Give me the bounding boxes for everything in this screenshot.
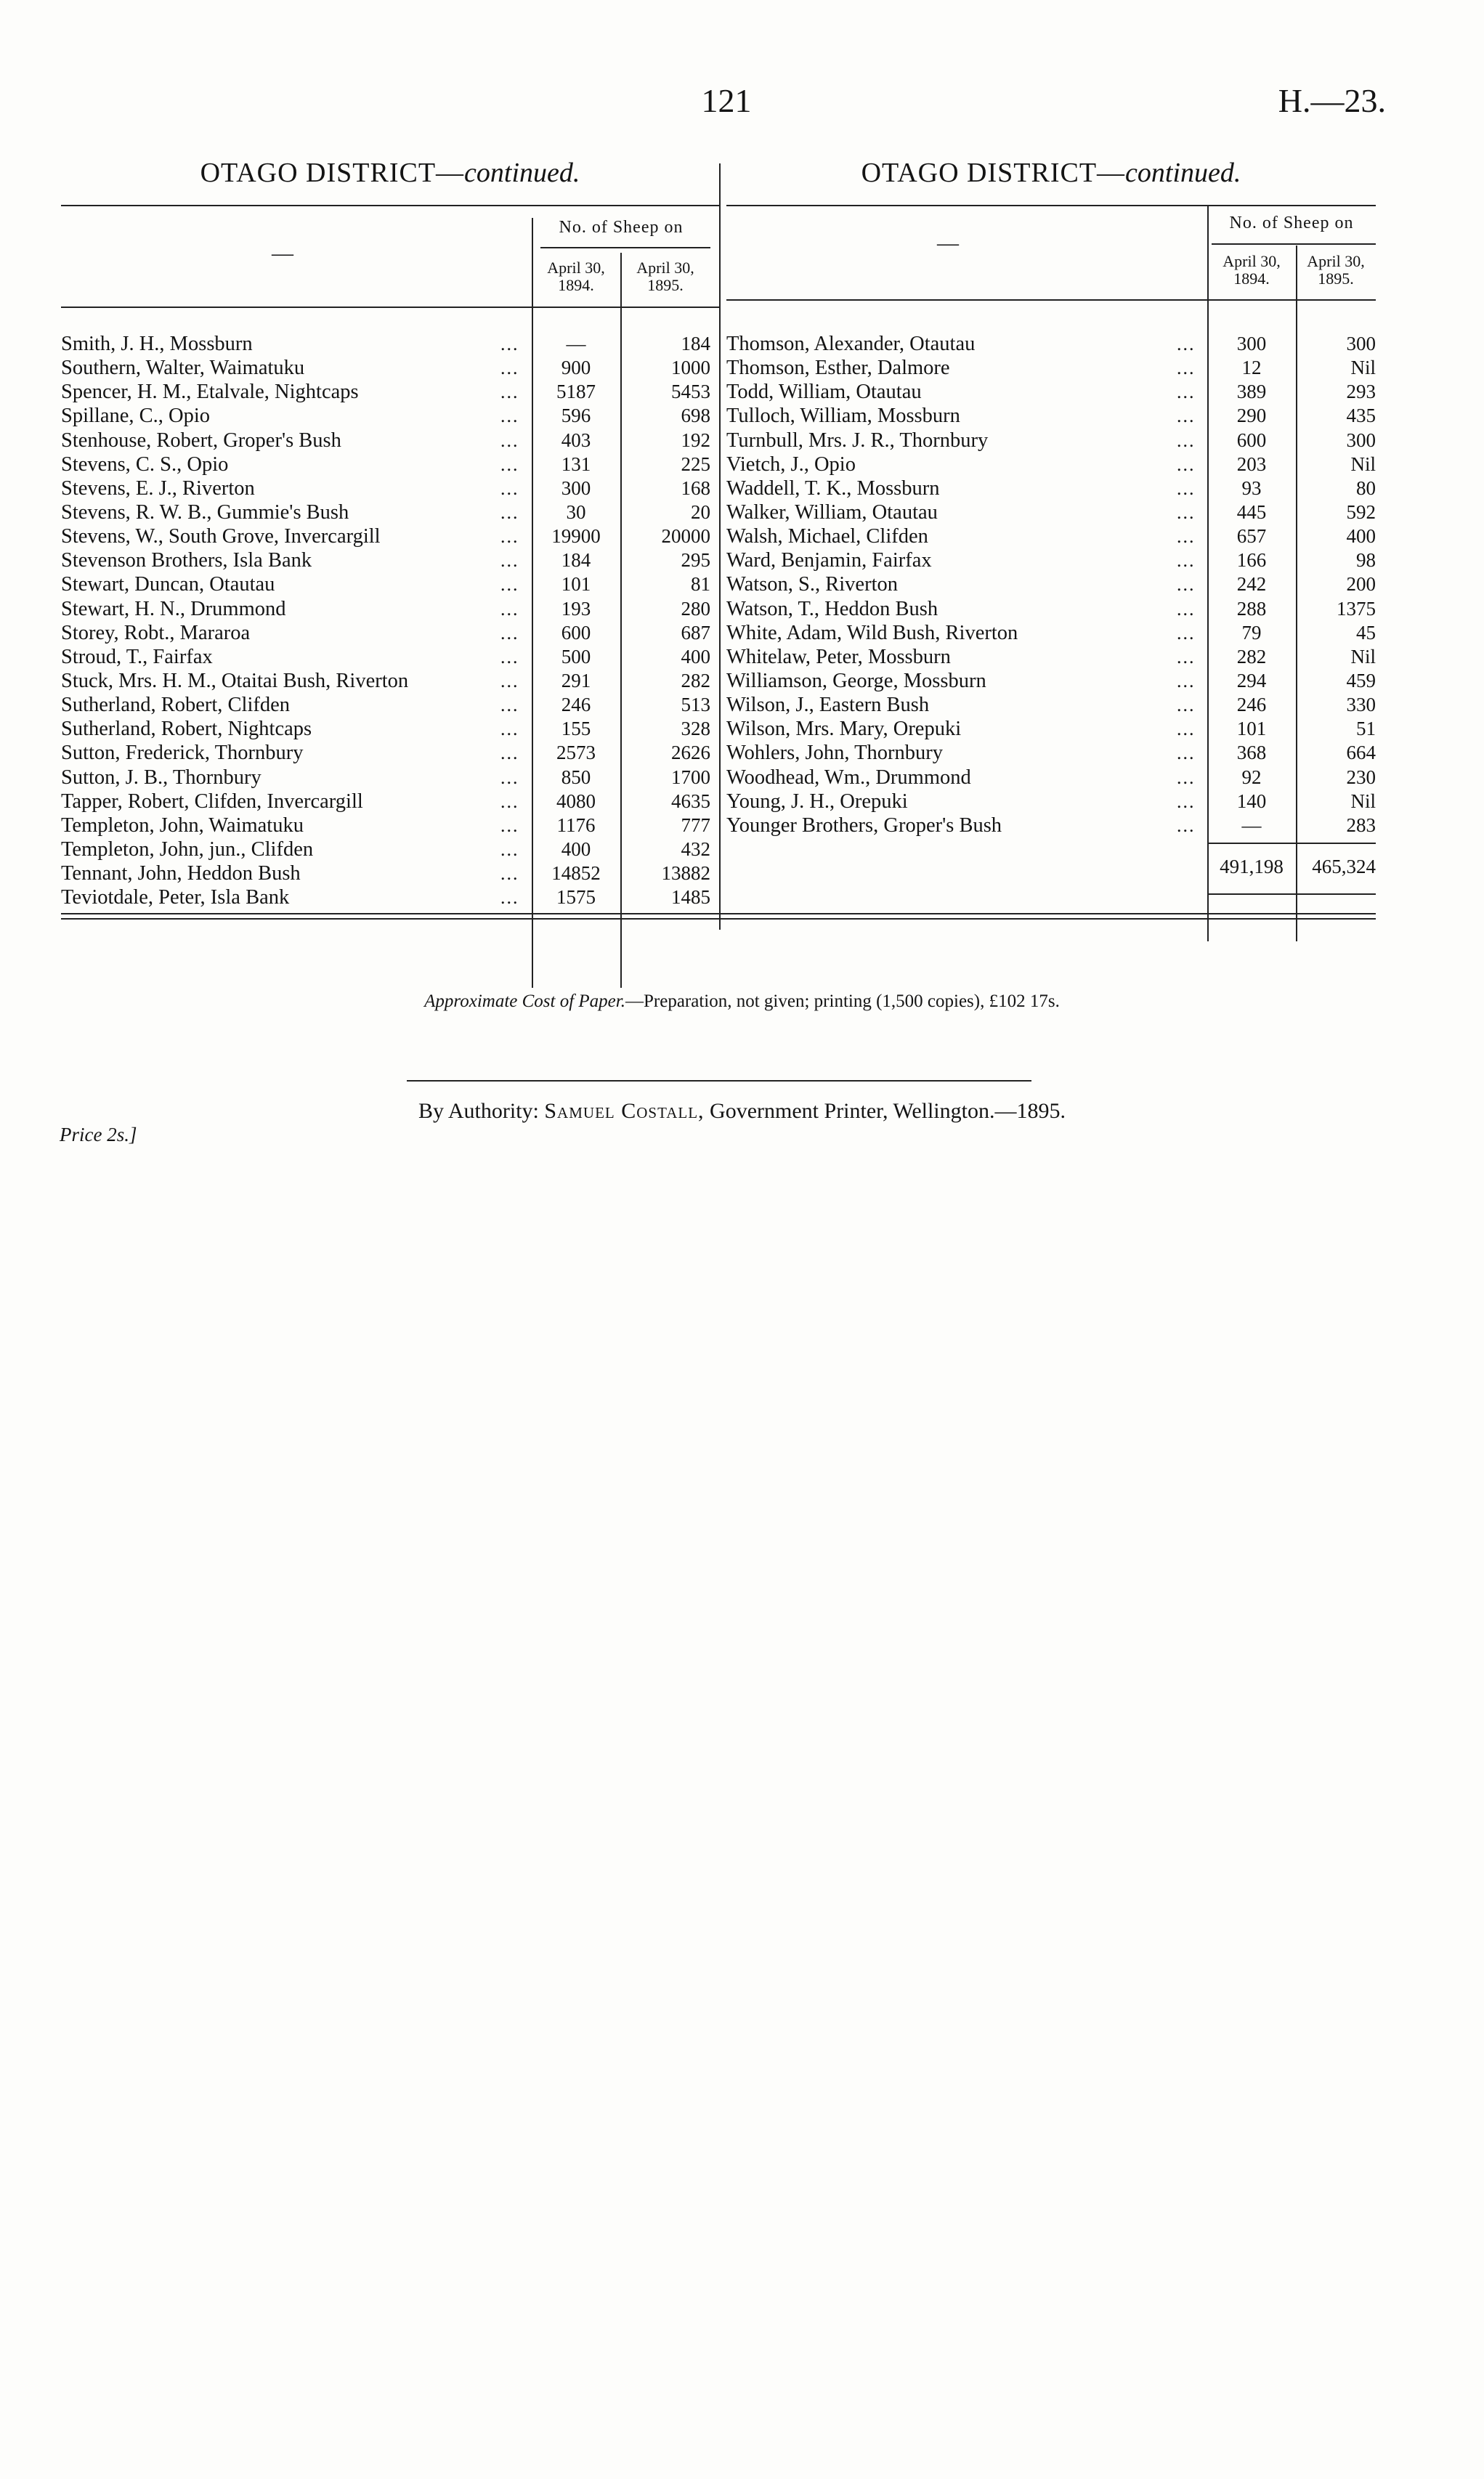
leader-dots: ... [1177, 526, 1196, 548]
owner-name: Wohlers, John, Thornbury [726, 742, 943, 765]
leader-dots: ... [500, 814, 519, 836]
table-row [61, 837, 719, 861]
owner-name: Whitelaw, Peter, Mossburn [726, 645, 951, 668]
sheep-1894: 184 [561, 549, 591, 572]
sheep-1895: 1000 [671, 357, 710, 379]
sheep-1895: 45 [1356, 621, 1376, 644]
name-header-dash: — [272, 241, 293, 265]
table-row [61, 741, 719, 765]
continued-label: continued. [464, 158, 580, 188]
table-row [726, 693, 1376, 717]
sheep-1894: 193 [561, 597, 591, 620]
owner-name: Storey, Robt., Mararoa [61, 621, 251, 644]
district-title-left [61, 157, 719, 189]
sheep-1894: — [1241, 814, 1262, 836]
owner-name: Watson, T., Heddon Bush [726, 597, 938, 620]
sheep-1894: 242 [1236, 573, 1267, 596]
leader-dots: ... [500, 718, 519, 740]
sheep-1894: 246 [561, 694, 591, 716]
leader-dots: ... [1177, 598, 1196, 620]
leader-dots: ... [500, 453, 519, 475]
table-row [61, 332, 719, 356]
table-row [726, 814, 1376, 837]
sheep-1895: 1700 [671, 766, 710, 788]
sheep-1895: Nil [1350, 645, 1376, 668]
date-header-1895: April 30, 1895. [1307, 252, 1365, 288]
district-name: OTAGO DISTRICT— [200, 158, 465, 188]
cost-note [0, 991, 1484, 1012]
sheep-1894: 131 [561, 453, 591, 475]
owner-name: Tulloch, William, Mossburn [726, 405, 960, 428]
sheep-1894: 600 [561, 621, 591, 644]
owner-name: Tapper, Robert, Clifden, Invercargill [61, 790, 363, 813]
leader-dots: ... [1177, 742, 1196, 764]
sheep-1895: 230 [1346, 766, 1376, 788]
table-row [726, 717, 1376, 741]
sheep-1895: Nil [1350, 357, 1376, 379]
owner-name: Waddell, T. K., Mossburn [726, 476, 940, 500]
sheep-1894: 1176 [556, 814, 596, 836]
sheep-1895: 13882 [661, 862, 710, 885]
leader-dots: ... [500, 550, 519, 572]
gutter-rule [719, 163, 721, 930]
sheep-1894: 12 [1241, 357, 1262, 379]
table-row [61, 404, 719, 428]
table-row [726, 790, 1376, 814]
leader-dots: ... [500, 766, 519, 788]
date-header-1894: April 30, 1894. [547, 259, 605, 294]
sheep-1894: 93 [1241, 476, 1262, 499]
sheep-1895: 1375 [1337, 597, 1376, 620]
sheep-1895: 200 [1346, 573, 1376, 596]
table-row [726, 645, 1376, 669]
sheep-1895: 4635 [671, 790, 710, 812]
leader-dots: ... [500, 501, 519, 523]
sheep-1895: 51 [1356, 718, 1376, 740]
totals-bottom-rule [1207, 893, 1376, 895]
sheep-1894: 657 [1236, 525, 1267, 548]
sheep-1894: 140 [1236, 790, 1267, 812]
sheep-1894: 900 [561, 357, 591, 379]
sheep-1895: 687 [681, 621, 710, 644]
leader-dots: ... [500, 670, 519, 691]
table-row [726, 356, 1376, 380]
sheep-header: No. of Sheep on [1229, 214, 1354, 232]
table-row [726, 572, 1376, 596]
total-1895: 465,324 [1312, 856, 1376, 877]
sheep-1895: 330 [1346, 694, 1376, 716]
sheep-1894: 92 [1241, 766, 1262, 788]
leader-dots: ... [500, 694, 519, 716]
sheep-1895: 20000 [661, 525, 710, 548]
sheep-1895: 432 [681, 837, 710, 860]
owner-name: Williamson, George, Mossburn [726, 669, 986, 692]
leader-dots: ... [1177, 814, 1196, 836]
leader-dots: ... [1177, 333, 1196, 354]
sheep-1894: 101 [1236, 718, 1267, 740]
sheep-1894: 30 [566, 500, 586, 523]
leader-dots: ... [500, 622, 519, 644]
leader-dots: ... [1177, 405, 1196, 427]
sheep-1895: 225 [681, 453, 710, 475]
sheep-1895: 98 [1356, 549, 1376, 572]
table-row [726, 500, 1376, 524]
sheep-1894: 368 [1236, 742, 1267, 764]
top-rule [61, 205, 719, 206]
owner-name: Stenhouse, Robert, Groper's Bush [61, 429, 341, 452]
owner-name: Sutherland, Robert, Nightcaps [61, 718, 312, 741]
owner-name: Tennant, John, Heddon Bush [61, 862, 301, 885]
sheep-1894: — [566, 333, 586, 354]
table-row [61, 429, 719, 453]
sheep-1895: 698 [681, 405, 710, 427]
leader-dots: ... [1177, 477, 1196, 499]
table-row [61, 814, 719, 837]
header-bottom-rule [726, 299, 1376, 301]
sheep-1894: 445 [1236, 500, 1267, 523]
owner-name: Sutton, J. B., Thornbury [61, 766, 261, 789]
sheep-1895: 513 [681, 694, 710, 716]
sheep-1895: 81 [691, 573, 710, 596]
date-header-1894: April 30, 1894. [1223, 252, 1281, 288]
report-code: H.—23. [1278, 82, 1386, 119]
owner-name: Sutherland, Robert, Clifden [61, 694, 291, 717]
owner-name: Wilson, Mrs. Mary, Orepuki [726, 718, 962, 741]
sheep-1894: 1575 [556, 886, 596, 909]
owner-name: White, Adam, Wild Bush, Riverton [726, 621, 1018, 644]
leader-dots: ... [500, 429, 519, 451]
sheep-1894: 288 [1236, 597, 1267, 620]
sheep-1894: 155 [561, 718, 591, 740]
sheep-1894: 101 [561, 573, 591, 596]
leader-dots: ... [1177, 453, 1196, 475]
sheep-1894: 294 [1236, 669, 1267, 691]
owner-name: Young, J. H., Orepuki [726, 790, 908, 813]
table-row [726, 741, 1376, 765]
leader-dots: ... [500, 646, 519, 668]
leader-dots: ... [1177, 766, 1196, 788]
sheep-1894: 5187 [556, 381, 596, 403]
owner-name: Stroud, T., Fairfax [61, 645, 213, 668]
price-label: Price 2s.] [60, 1124, 137, 1145]
leader-dots: ... [500, 863, 519, 885]
table-row [61, 500, 719, 524]
sheep-1894: 14852 [551, 862, 601, 885]
table-row [61, 476, 719, 500]
owner-name: Teviotdale, Peter, Isla Bank [61, 886, 290, 909]
sheep-1895: 2626 [671, 742, 710, 764]
owner-name: Stevenson Brothers, Isla Bank [61, 549, 312, 572]
leader-dots: ... [1177, 550, 1196, 572]
sheep-1894: 600 [1236, 429, 1267, 451]
owner-name: Spillane, C., Opio [61, 405, 211, 428]
left-table-body [61, 332, 719, 909]
owner-name: Templeton, John, jun., Clifden [61, 837, 314, 861]
leader-dots: ... [1177, 501, 1196, 523]
sheep-1895: 184 [681, 333, 710, 354]
owner-name: Walsh, Michael, Clifden [726, 525, 928, 548]
owner-name: Stevens, R. W. B., Gummie's Bush [61, 500, 349, 524]
leader-dots: ... [500, 838, 519, 860]
table-row [61, 669, 719, 693]
sheep-1894: 79 [1241, 621, 1262, 644]
table-row [61, 693, 719, 717]
date-header-1895: April 30, 1895. [636, 259, 694, 294]
authority-line [0, 1099, 1484, 1124]
owner-name: Sutton, Frederick, Thornbury [61, 742, 304, 765]
leader-dots: ... [500, 790, 519, 812]
table-row [61, 548, 719, 572]
sheep-1894: 500 [561, 645, 591, 668]
sheep-1895: 664 [1346, 742, 1376, 764]
sheep-header-rule [540, 247, 710, 248]
table-row [726, 380, 1376, 404]
sheep-1894: 246 [1236, 694, 1267, 716]
owner-name: Younger Brothers, Groper's Bush [726, 814, 1002, 837]
leader-dots: ... [500, 574, 519, 596]
owner-name: Templeton, John, Waimatuku [61, 814, 304, 837]
sheep-1894: 596 [561, 405, 591, 427]
sheep-1894: 403 [561, 429, 591, 451]
leader-dots: ... [1177, 718, 1196, 740]
leader-dots: ... [1177, 694, 1196, 716]
leader-dots: ... [1177, 429, 1196, 451]
sheep-1895: 328 [681, 718, 710, 740]
leader-dots: ... [500, 598, 519, 620]
continued-label: continued. [1125, 158, 1241, 188]
table-row [61, 861, 719, 885]
district-title-right [726, 157, 1376, 189]
table-row [726, 766, 1376, 790]
sheep-1895: 80 [1356, 476, 1376, 499]
owner-name: Ward, Benjamin, Fairfax [726, 549, 932, 572]
sheep-1895: 168 [681, 476, 710, 499]
sheep-1895: 280 [681, 597, 710, 620]
totals-rule [1207, 843, 1376, 844]
sheep-1894: 300 [561, 476, 591, 499]
sheep-header-rule [1212, 243, 1376, 245]
sheep-1895: 282 [681, 669, 710, 691]
sheep-1894: 4080 [556, 790, 596, 812]
cost-text: —Preparation, not given; printing (1,500 copies), £102 17s. [625, 991, 1060, 1011]
table-row [61, 380, 719, 404]
owner-name: Walker, William, Otautau [726, 500, 938, 524]
totals-row [1207, 856, 1376, 880]
sheep-1895: 435 [1346, 405, 1376, 427]
owner-name: Woodhead, Wm., Drummond [726, 766, 971, 789]
leader-dots: ... [1177, 357, 1196, 379]
sheep-1895: 293 [1346, 381, 1376, 403]
table-row [726, 524, 1376, 548]
table-row [61, 356, 719, 380]
table-row [726, 621, 1376, 645]
owner-name: Turnbull, Mrs. J. R., Thornbury [726, 429, 989, 452]
table-row [61, 790, 719, 814]
sheep-1894: 291 [561, 669, 591, 691]
sheep-1894: 19900 [551, 525, 601, 548]
table-row [61, 453, 719, 476]
owner-name: Vietch, J., Opio [726, 453, 856, 476]
table-row [61, 524, 719, 548]
table-row [726, 453, 1376, 476]
leader-dots: ... [500, 887, 519, 909]
total-1894: 491,198 [1220, 856, 1284, 877]
sheep-1895: 459 [1346, 669, 1376, 691]
sheep-1895: Nil [1350, 453, 1376, 475]
top-rule [726, 205, 1376, 206]
sheep-1895: 400 [1346, 525, 1376, 548]
sheep-1894: 290 [1236, 405, 1267, 427]
sheep-1895: 400 [681, 645, 710, 668]
owner-name: Wilson, J., Eastern Bush [726, 694, 930, 717]
owner-name: Stuck, Mrs. H. M., Otaitai Bush, Riverton [61, 669, 409, 692]
table-row [61, 885, 719, 909]
printer-name: Samuel Costall, [544, 1099, 705, 1123]
sheep-1895: 192 [681, 429, 710, 451]
sheep-1895: 300 [1346, 429, 1376, 451]
leader-dots: ... [500, 526, 519, 548]
leader-dots: ... [1177, 790, 1196, 812]
table-row [61, 717, 719, 741]
owner-name: Todd, William, Otautau [726, 381, 922, 404]
table-row [726, 548, 1376, 572]
sheep-header: No. of Sheep on [559, 218, 684, 237]
sheep-1895: 592 [1346, 500, 1376, 523]
leader-dots: ... [1177, 622, 1196, 644]
leader-dots: ... [1177, 381, 1196, 403]
sheep-1894: 203 [1236, 453, 1267, 475]
leader-dots: ... [500, 333, 519, 354]
table-row [61, 766, 719, 790]
authority-rule [407, 1080, 1031, 1082]
owner-name: Stewart, Duncan, Otautau [61, 573, 275, 596]
name-header-dash: — [937, 231, 959, 255]
owner-name: Stevens, C. S., Opio [61, 453, 229, 476]
sheep-1895: Nil [1350, 790, 1376, 812]
owner-name: Thomson, Alexander, Otautau [726, 333, 976, 355]
authority-prefix: By Authority: [418, 1099, 539, 1123]
sheep-1895: 1485 [671, 886, 710, 909]
sheep-1895: 300 [1346, 333, 1376, 354]
leader-dots: ... [500, 477, 519, 499]
table-row [61, 597, 719, 621]
table-row [726, 597, 1376, 621]
sheep-1894: 300 [1236, 333, 1267, 354]
leader-dots: ... [1177, 670, 1196, 691]
sheep-1894: 282 [1236, 645, 1267, 668]
sheep-1895: 5453 [671, 381, 710, 403]
leader-dots: ... [1177, 646, 1196, 668]
table-row [61, 572, 719, 596]
sheep-1894: 850 [561, 766, 591, 788]
cost-label: Approximate Cost of Paper. [424, 991, 625, 1011]
table-row [726, 404, 1376, 428]
owner-name: Stevens, E. J., Riverton [61, 476, 255, 500]
table-row [726, 476, 1376, 500]
table-row [61, 645, 719, 669]
sheep-1894: 166 [1236, 549, 1267, 572]
owner-name: Smith, J. H., Mossburn [61, 333, 253, 355]
owner-name: Watson, S., Riverton [726, 573, 898, 596]
authority-suffix: Government Printer, Wellington.—1895. [710, 1099, 1066, 1123]
sheep-1894: 2573 [556, 742, 596, 764]
sheep-1895: 283 [1346, 814, 1376, 836]
leader-dots: ... [500, 381, 519, 403]
sheep-1895: 20 [691, 500, 710, 523]
table-row [726, 332, 1376, 356]
table-bottom-rule [61, 913, 1376, 914]
page-number: 121 [701, 82, 752, 119]
sheep-1895: 777 [681, 814, 710, 836]
district-name: OTAGO DISTRICT— [861, 158, 1126, 188]
leader-dots: ... [500, 742, 519, 764]
sheep-1894: 400 [561, 837, 591, 860]
leader-dots: ... [500, 357, 519, 379]
leader-dots: ... [1177, 574, 1196, 596]
table-row [726, 429, 1376, 453]
owner-name: Stevens, W., South Grove, Invercargill [61, 525, 381, 548]
right-table-body [726, 332, 1376, 837]
owner-name: Thomson, Esther, Dalmore [726, 357, 950, 380]
owner-name: Stewart, H. N., Drummond [61, 597, 286, 620]
owner-name: Southern, Walter, Waimatuku [61, 357, 305, 380]
table-row [61, 621, 719, 645]
owner-name: Spencer, H. M., Etalvale, Nightcaps [61, 381, 359, 404]
sheep-1894: 389 [1236, 381, 1267, 403]
table-bottom-rule [61, 918, 1376, 920]
sheep-1895: 295 [681, 549, 710, 572]
table-row [726, 669, 1376, 693]
leader-dots: ... [500, 405, 519, 427]
